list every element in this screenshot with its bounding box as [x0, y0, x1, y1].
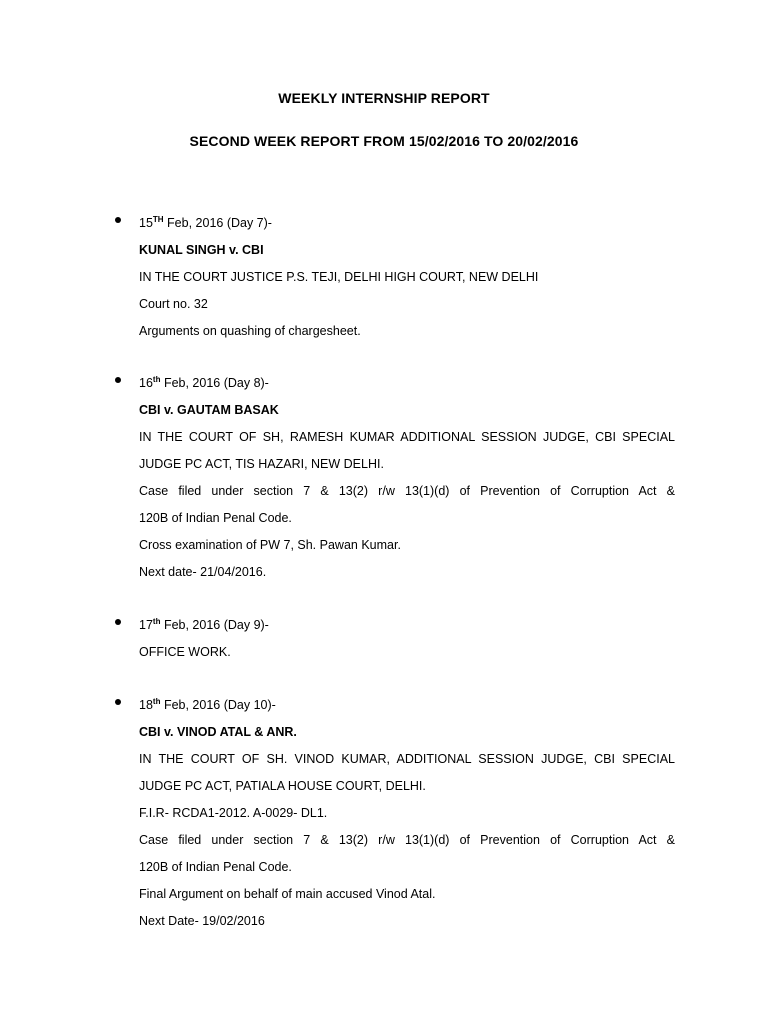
date-day: 17: [139, 618, 153, 632]
date-rest: Feb, 2016 (Day 7)-: [163, 216, 272, 230]
fir-number: F.I.R- RCDA1-2012. A-0029- DL1.: [139, 806, 328, 820]
court-name-line-2: JUDGE PC ACT, TIS HAZARI, NEW DELHI.: [139, 457, 384, 471]
section-line-1: Case filed under section 7 & 13(2) r/w 13(1)(d) of Prevention of Corruption Act &: [139, 833, 675, 847]
date-suffix: th: [152, 617, 161, 626]
date-rest: Feb, 2016 (Day 10)-: [160, 698, 276, 712]
entry-date: [139, 210, 675, 237]
section-line-1: Case filed under section 7 & 13(2) r/w 13(1)(d) of Prevention of Corruption Act &: [139, 484, 675, 498]
date-suffix: th: [152, 697, 161, 706]
date-rest: Feb, 2016 (Day 8)-: [160, 376, 269, 390]
report-title: WEEKLY INTERNSHIP REPORT: [278, 90, 490, 106]
date-day: 15: [139, 216, 153, 230]
entry-date: [139, 692, 675, 719]
entry-day-8: [139, 370, 675, 586]
case-title: KUNAL SINGH v. CBI: [139, 243, 264, 257]
date-day: 16: [139, 376, 153, 390]
date-suffix: TH: [152, 215, 164, 224]
entry-detail: OFFICE WORK.: [139, 645, 231, 659]
bullet-icon: [115, 377, 121, 383]
date-rest: Feb, 2016 (Day 9)-: [160, 618, 269, 632]
next-date: Next date- 21/04/2016.: [139, 565, 267, 579]
entry-day-7: [139, 210, 675, 345]
court-name: IN THE COURT JUSTICE P.S. TEJI, DELHI HIGH COURT, NEW DELHI: [139, 270, 539, 284]
report-subtitle: SECOND WEEK REPORT FROM 15/02/2016 TO 20/02/2016: [189, 133, 579, 149]
date-day: 18: [139, 698, 153, 712]
case-title: CBI v. VINOD ATAL & ANR.: [139, 725, 297, 739]
case-title: CBI v. GAUTAM BASAK: [139, 403, 279, 417]
entry-day-10: [139, 692, 675, 935]
bullet-icon: [115, 699, 121, 705]
entry-date: [139, 612, 675, 639]
entry-detail: Arguments on quashing of chargesheet.: [139, 324, 361, 338]
entry-detail: Cross examination of PW 7, Sh. Pawan Kumar.: [139, 538, 401, 552]
section-line-2: 120B of Indian Penal Code.: [139, 511, 292, 525]
court-name-line-1: IN THE COURT OF SH, RAMESH KUMAR ADDITIONAL SESSION JUDGE, CBI SPECIAL: [139, 430, 675, 444]
date-suffix: th: [152, 375, 161, 384]
bullet-icon: [115, 619, 121, 625]
next-date: Next Date- 19/02/2016: [139, 914, 265, 928]
bullet-icon: [115, 217, 121, 223]
entry-detail: Final Argument on behalf of main accused Vinod Atal.: [139, 887, 436, 901]
court-name-line-2: JUDGE PC ACT, PATIALA HOUSE COURT, DELHI.: [139, 779, 426, 793]
section-line-2: 120B of Indian Penal Code.: [139, 860, 292, 874]
entry-date: [139, 370, 675, 397]
court-number: Court no. 32: [139, 297, 208, 311]
court-name-line-1: IN THE COURT OF SH. VINOD KUMAR, ADDITIONAL SESSION JUDGE, CBI SPECIAL: [139, 752, 675, 766]
entry-day-9: [139, 612, 675, 666]
